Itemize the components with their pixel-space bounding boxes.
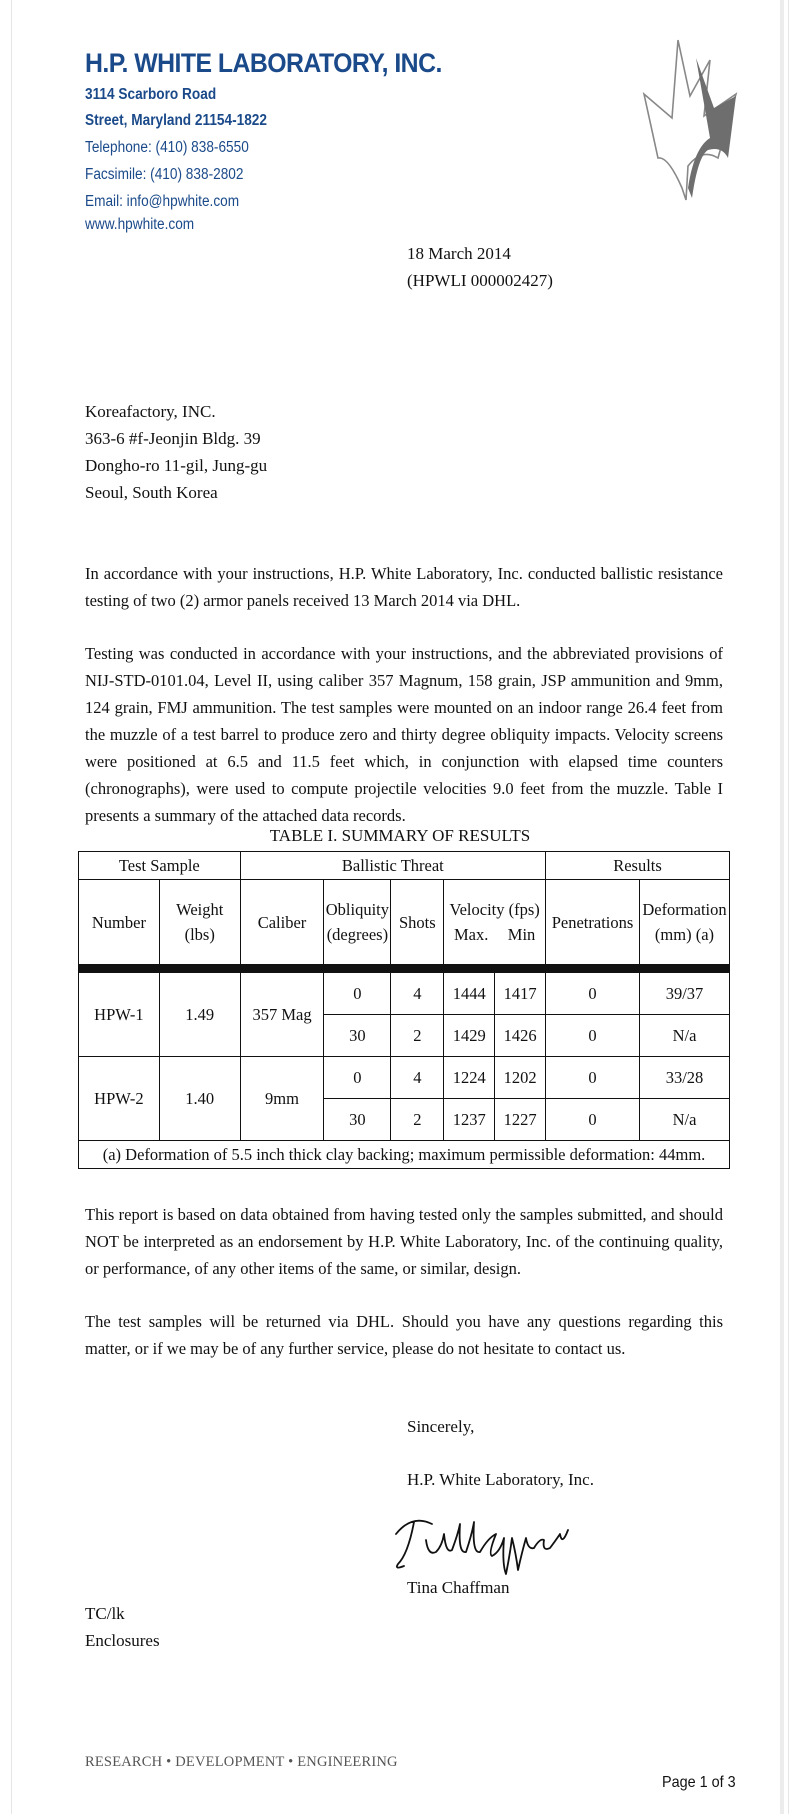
cell-velocity-min: 1202	[495, 1057, 546, 1099]
recipient-address	[85, 398, 267, 506]
col-header-caliber: Caliber	[240, 880, 324, 965]
table-row	[79, 973, 730, 1015]
page-number: Page 1 of 3	[662, 1774, 736, 1791]
deformation-label: Deformation	[642, 900, 727, 919]
table-note-row	[79, 1141, 730, 1169]
sample-weight: 1.40	[159, 1057, 240, 1141]
group-header-ballistic-threat: Ballistic Threat	[240, 852, 545, 880]
table-row	[79, 1057, 730, 1099]
recipient-line: Seoul, South Korea	[85, 483, 218, 502]
sample-number: HPW-2	[79, 1057, 160, 1141]
sample-weight: 1.49	[159, 973, 240, 1057]
col-header-weight: Weight (lbs)	[159, 880, 240, 965]
cell-deformation: N/a	[639, 1099, 729, 1141]
signature-org: H.P. White Laboratory, Inc.	[407, 1470, 594, 1489]
group-header-results: Results	[546, 852, 730, 880]
velocity-min-label: Min	[507, 925, 536, 944]
cell-velocity-min: 1417	[495, 973, 546, 1015]
col-header-deformation	[639, 880, 729, 965]
body-paragraph-3: This report is based on data obtained from having tested only the samples submitted, and should NOT be interpreted as an endorsement by H.P. White Laboratory, Inc. of the continuing quality, or performance, of any other items of the same, or similar, design.	[85, 1205, 723, 1278]
crown-logo-icon	[638, 38, 742, 208]
divider-bar	[79, 965, 730, 973]
col-header-number: Number	[79, 880, 160, 965]
cell-penetrations: 0	[546, 1015, 640, 1057]
table-column-header-row	[79, 880, 730, 965]
facsimile: Facsimile: (410) 838-2802	[85, 166, 244, 183]
footer-tagline: RESEARCH • DEVELOPMENT • ENGINEERING	[85, 1754, 398, 1770]
cell-velocity-max: 1237	[444, 1099, 495, 1141]
cell-velocity-max: 1444	[444, 973, 495, 1015]
recipient-line: Koreafactory, INC.	[85, 402, 216, 421]
cell-obliquity: 0	[324, 973, 391, 1015]
table-group-header-row	[79, 852, 730, 880]
page-edge	[780, 0, 784, 1814]
velocity-label: Velocity (fps)	[449, 900, 540, 919]
cell-velocity-min: 1227	[495, 1099, 546, 1141]
cell-velocity-max: 1224	[444, 1057, 495, 1099]
address-line-1: 3114 Scarboro Road	[85, 86, 217, 103]
col-header-penetrations: Penetrations	[546, 880, 640, 965]
table-footnote: (a) Deformation of 5.5 inch thick clay backing; maximum permissible deformation: 44mm.	[79, 1141, 730, 1169]
email-link[interactable]: Email: info@hpwhite.com	[85, 193, 240, 210]
velocity-subheaders	[444, 922, 545, 947]
cell-penetrations: 0	[546, 973, 640, 1015]
letter-date: 18 March 2014	[407, 244, 511, 263]
cell-velocity-min: 1426	[495, 1015, 546, 1057]
enclosures-note: Enclosures	[85, 1631, 160, 1650]
signature-image	[392, 1494, 572, 1586]
cell-penetrations: 0	[546, 1099, 640, 1141]
group-header-test-sample: Test Sample	[79, 852, 241, 880]
cell-obliquity: 0	[324, 1057, 391, 1099]
website-link[interactable]: www.hpwhite.com	[85, 216, 195, 233]
table-title: TABLE I. SUMMARY OF RESULTS	[269, 826, 531, 845]
telephone: Telephone: (410) 838-6550	[85, 139, 249, 156]
cell-deformation: 39/37	[639, 973, 729, 1015]
cell-obliquity: 30	[324, 1015, 391, 1057]
sample-caliber: 357 Mag	[240, 973, 324, 1057]
cell-shots: 4	[391, 1057, 444, 1099]
header-divider	[79, 965, 730, 973]
sample-number: HPW-1	[79, 973, 160, 1057]
cell-velocity-max: 1429	[444, 1015, 495, 1057]
sample-caliber: 9mm	[240, 1057, 324, 1141]
signer-name: Tina Chaffman	[407, 1578, 510, 1597]
valediction: Sincerely,	[407, 1417, 475, 1436]
obliquity-unit: (degrees)	[326, 925, 389, 944]
deformation-unit: (mm) (a)	[654, 925, 715, 944]
obliquity-label: Obliquity	[325, 900, 390, 919]
col-header-obliquity	[324, 880, 391, 965]
recipient-line: Dongho-ro 11-gil, Jung-gu	[85, 456, 268, 475]
cell-shots: 4	[391, 973, 444, 1015]
col-header-velocity	[444, 880, 546, 965]
velocity-max-label: Max.	[453, 925, 489, 944]
results-table	[78, 851, 730, 1169]
body-paragraph-2: Testing was conducted in accordance with your instructions, and the abbreviated provisions of NIJ-STD-0101.04, Level II, using caliber 357 Magnum, 158 grain, JSP ammunition and 9mm, 124 grain, FMJ ammunition. The test samples were mounted on an indoor range 26.4 feet from the muzzle of a test barrel to produce zero and thirty degree obliquity impacts. Velocity screens were positioned at 6.5 and 11.5 feet which, in conjunction with elapsed time counters (chronographs), were used to compute projectile velocities 9.0 feet from the muzzle. Table I presents a summary of the attached data records.	[85, 644, 723, 825]
cell-shots: 2	[391, 1099, 444, 1141]
date-block	[407, 240, 553, 294]
body-paragraph-4: The test samples will be returned via DHL. Should you have any questions regarding this matter, or if we may be of any further service, please do not hesitate to contact us.	[85, 1312, 723, 1358]
body-paragraph-1: In accordance with your instructions, H.P. White Laboratory, Inc. conducted ballistic resistance testing of two (2) armor panels received 13 March 2014 via DHL.	[85, 564, 723, 610]
initials-block	[85, 1600, 160, 1654]
cell-shots: 2	[391, 1015, 444, 1057]
reference-number: (HPWLI 000002427)	[407, 271, 553, 290]
company-name: H.P. WHITE LABORATORY, INC.	[85, 48, 442, 78]
col-header-shots: Shots	[391, 880, 444, 965]
cell-deformation: N/a	[639, 1015, 729, 1057]
cell-deformation: 33/28	[639, 1057, 729, 1099]
typist-initials: TC/lk	[85, 1604, 125, 1623]
address-line-2: Street, Maryland 21154-1822	[85, 112, 267, 129]
cell-obliquity: 30	[324, 1099, 391, 1141]
recipient-line: 363-6 #f-Jeonjin Bldg. 39	[85, 429, 261, 448]
cell-penetrations: 0	[546, 1057, 640, 1099]
